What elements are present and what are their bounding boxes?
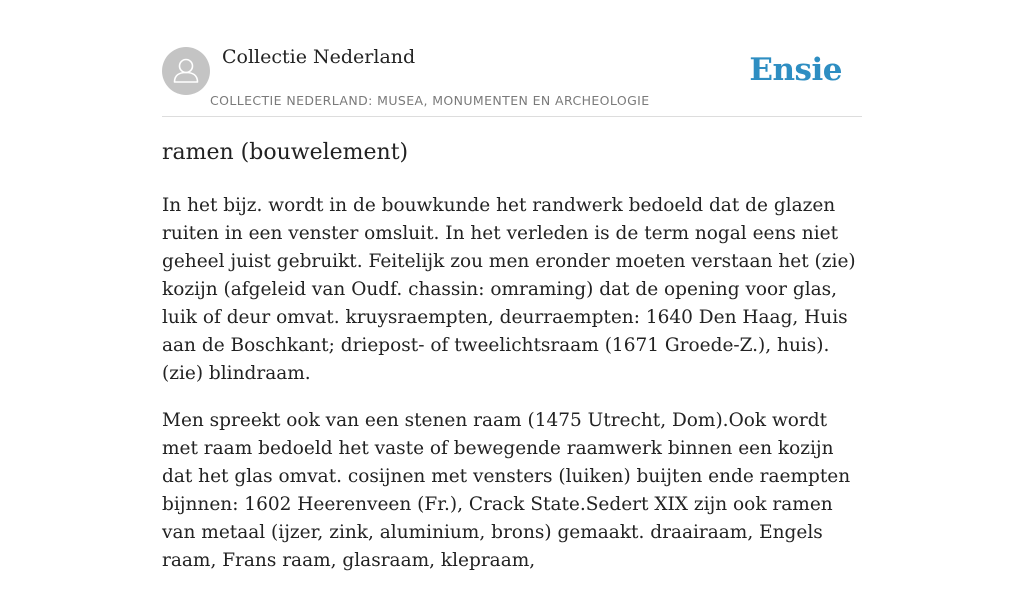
article-header [162, 46, 862, 117]
source-label[interactable]: COLLECTIE NEDERLAND: MUSEA, MONUMENTEN EN ARCHEOLOGIE [210, 93, 650, 108]
article-paragraph: In het bijz. wordt in de bouwkunde het randwerk bedoeld dat de glazen ruiten in een venster omsluit. In het verleden is de term nogal eens niet geheel juist gebruikt. Feitelijk zou men eronder moeten verstaan het (zie) kozijn (afgeleid van Oudf. chassin: omraming) dat de opening voor glas, luik of deur omvat. kruysraempten, deurraempten: 1640 Den Haag, Huis aan de Boschkant; driepost- of tweelichtsraam (1671 Groede-Z.), huis). (zie) blindraam. [162, 195, 856, 384]
user-placeholder-icon [162, 47, 210, 95]
avatar[interactable] [162, 47, 210, 95]
author-name[interactable]: Collectie Nederland [222, 46, 416, 68]
article-paragraph: Men spreekt ook van een stenen raam (1475 Utrecht, Dom).Ook wordt met raam bedoeld het vaste of bewegende raamwerk binnen een kozijn dat het glas omvat. cosijnen met vensters (luiken) buijten ende raempten bijnnen: 1602 Heerenveen (Fr.), Crack State.Sedert XIX zijn ook ramen van metaal (ijzer, zink, aluminium, brons) gemaakt. draairaam, Engels raam, Frans raam, glasraam, klepraam, [162, 410, 851, 571]
brand-logo[interactable]: Ensie [749, 52, 842, 88]
article-body [162, 192, 862, 594]
article-title: ramen (bouwelement) [162, 140, 409, 165]
